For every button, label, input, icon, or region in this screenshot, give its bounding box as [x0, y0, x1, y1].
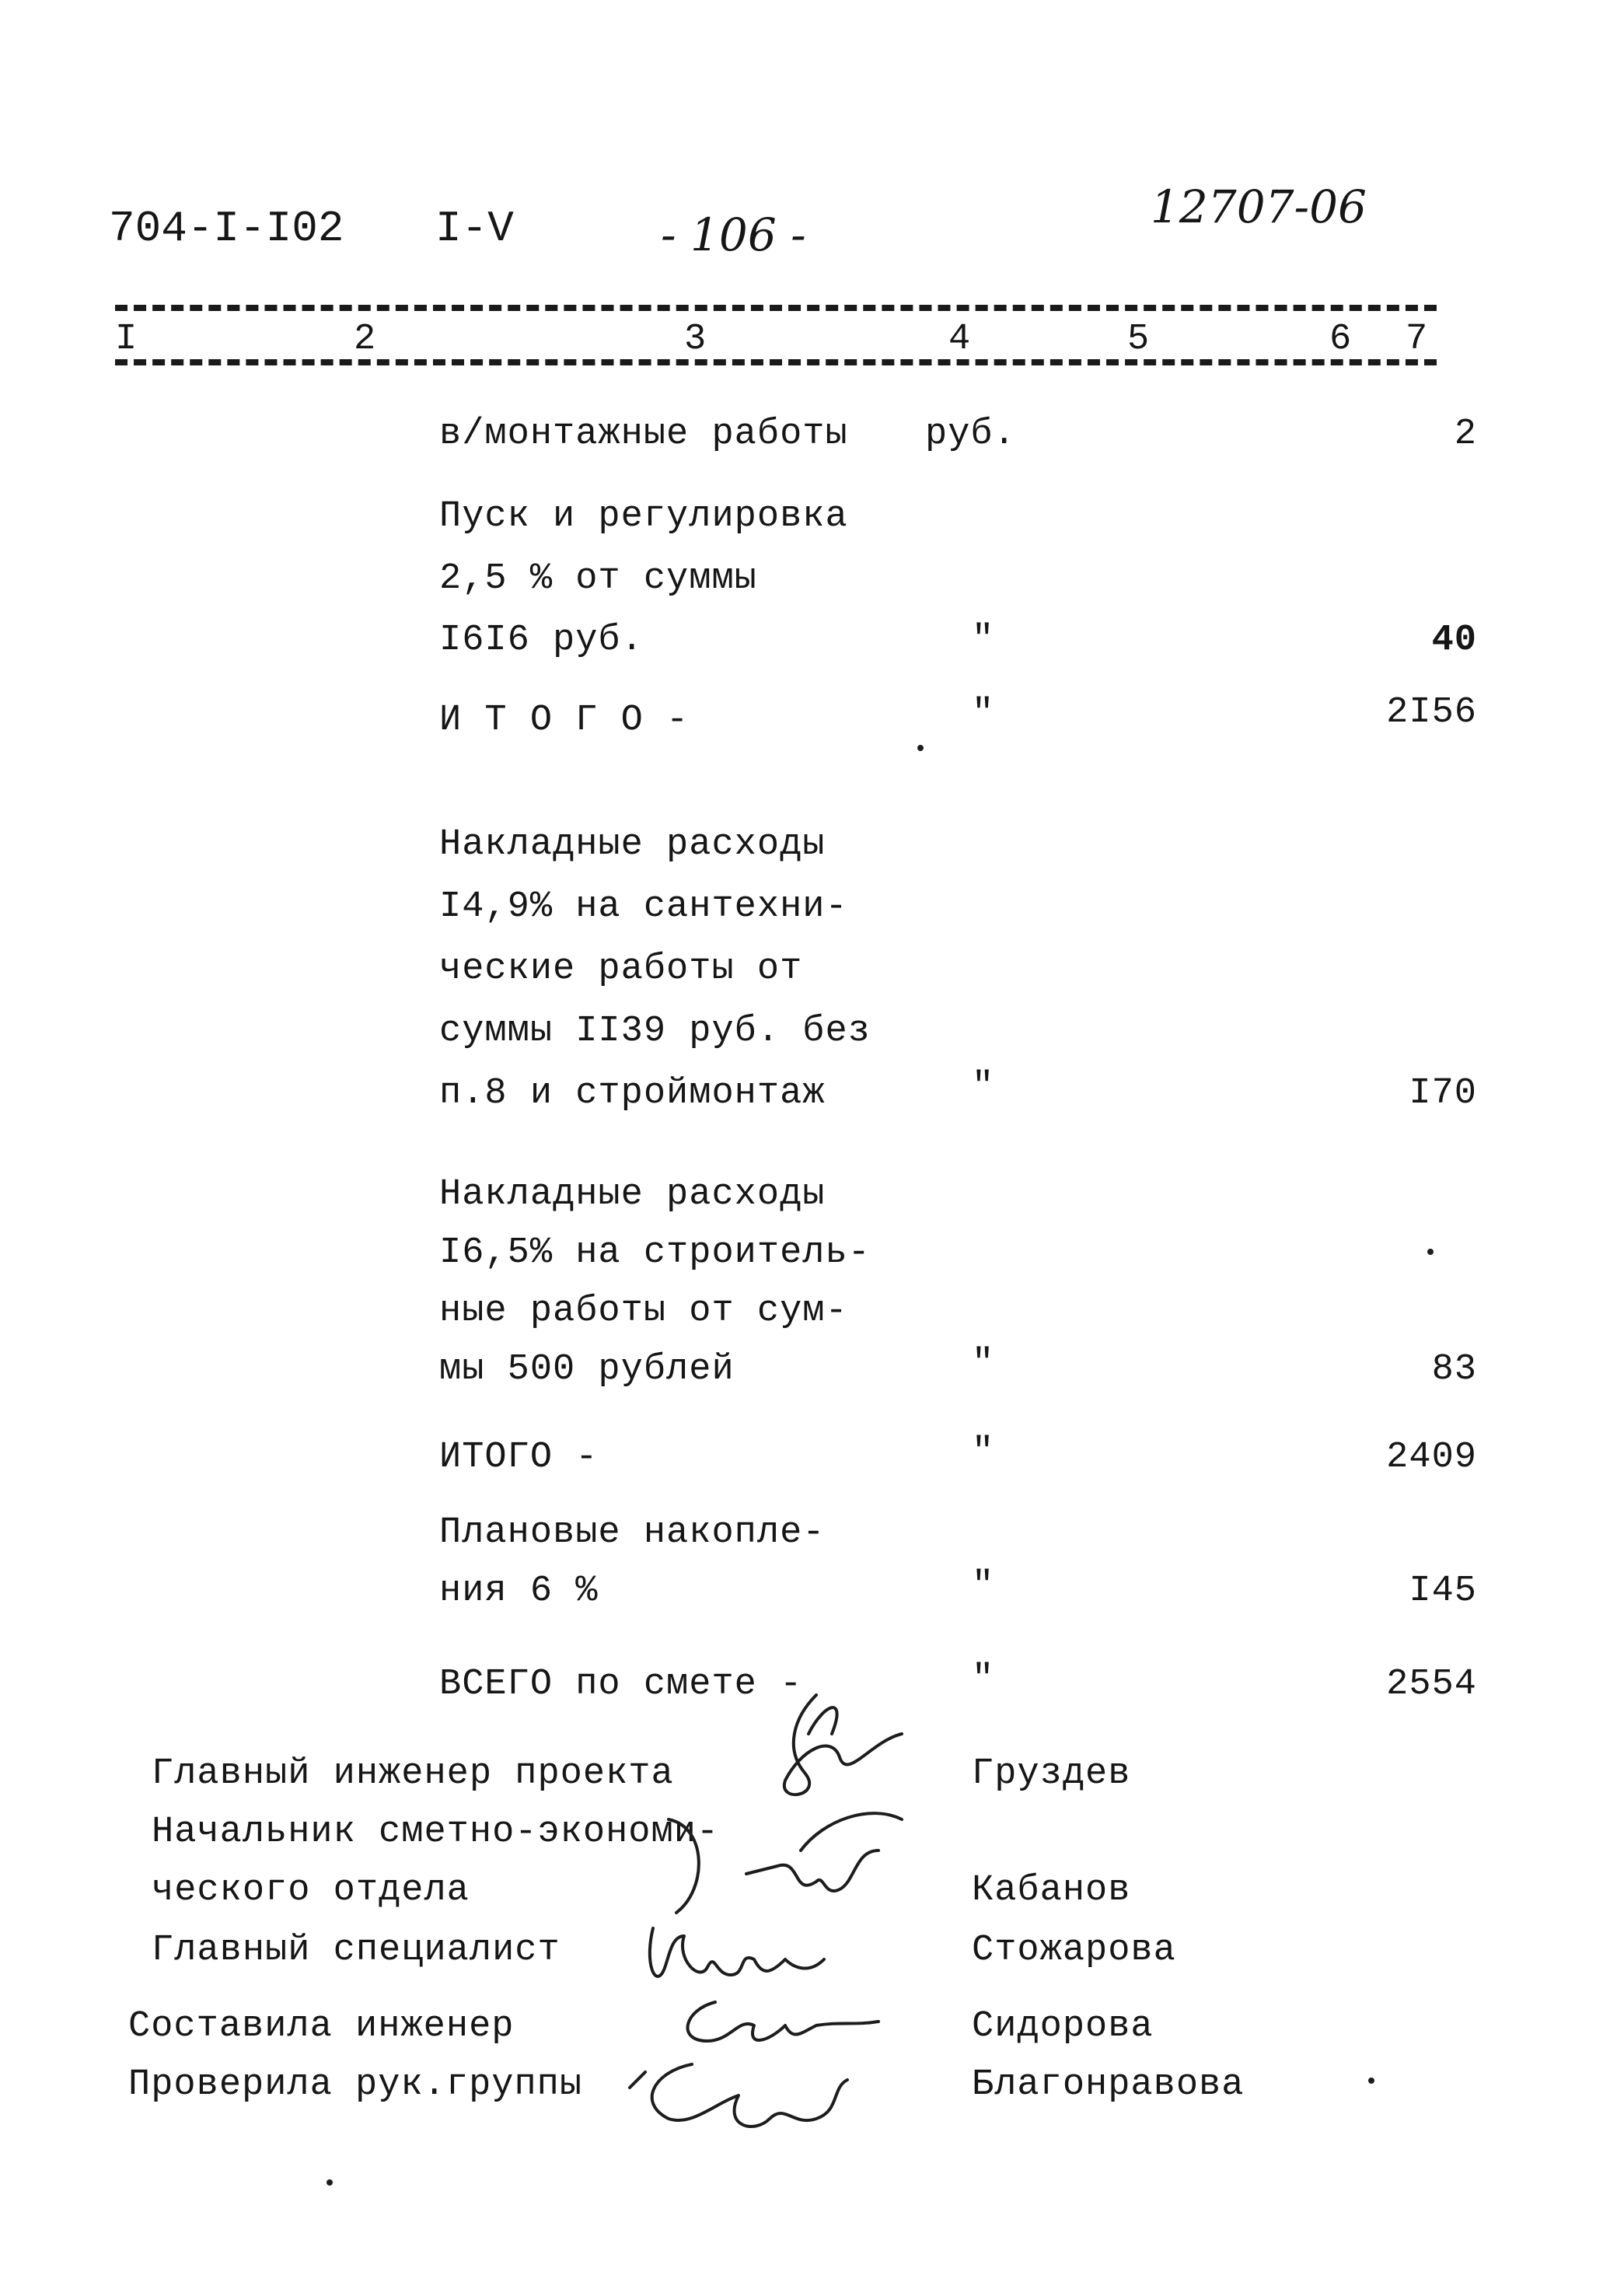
page-number: - 106 -	[661, 208, 806, 261]
row-description: Пуск и регулировка	[439, 496, 848, 537]
row-description: ВСЕГО по смете -	[439, 1664, 803, 1705]
row-description: Накладные расходы	[439, 1174, 826, 1215]
row-description: 2,5 % от суммы	[439, 558, 757, 599]
document-code: 704-I-I02	[109, 204, 344, 253]
column-number: 4	[948, 319, 972, 360]
column-number: 3	[684, 319, 707, 360]
header-divider-top	[115, 305, 1437, 311]
row-description: ческие работы от	[439, 949, 803, 990]
signatory-title: Проверила рук.группы	[128, 2064, 583, 2106]
row-description: Накладные расходы	[439, 824, 826, 865]
column-number: 6	[1329, 319, 1353, 360]
row-unit: "	[972, 694, 995, 735]
row-amount: 83	[1431, 1349, 1477, 1390]
row-description: ния 6 %	[439, 1571, 599, 1612]
row-amount: 2	[1454, 414, 1477, 455]
row-unit: "	[972, 620, 995, 661]
row-amount: 2409	[1386, 1437, 1477, 1478]
row-description: ные работы от сум-	[439, 1291, 848, 1332]
archive-stamp: 12707-06	[1151, 180, 1367, 233]
row-unit: "	[972, 1432, 995, 1473]
row-description: мы 500 рублей	[439, 1349, 735, 1390]
signatory-title: Главный специалист	[152, 1930, 561, 1971]
row-unit: "	[972, 1659, 995, 1700]
column-number: I	[115, 319, 138, 360]
row-description: И Т О Г О -	[439, 700, 690, 741]
signature-scribble	[606, 1979, 933, 2165]
row-description: I6I6 руб.	[439, 620, 644, 661]
volume-label: I-V	[435, 204, 514, 253]
row-amount: 40	[1431, 620, 1477, 661]
header-divider-bottom	[115, 359, 1437, 365]
row-description: в/монтажные работы	[439, 414, 848, 455]
row-unit: "	[972, 1067, 995, 1108]
row-amount: 2I56	[1386, 692, 1477, 733]
signatory-name: Благонравова	[972, 2064, 1245, 2106]
signatory-name: Груздев	[972, 1753, 1131, 1795]
ink-speck	[1427, 1249, 1434, 1255]
row-amount: 2554	[1386, 1664, 1477, 1705]
column-number: 7	[1406, 319, 1429, 360]
row-amount: I45	[1409, 1571, 1477, 1612]
row-description: суммы II39 руб. без	[439, 1011, 871, 1052]
row-description: Плановые накопле-	[439, 1512, 826, 1553]
signatory-title: ческого отдела	[152, 1870, 470, 1911]
row-description: I4,9% на сантехни-	[439, 886, 848, 928]
row-description: ИТОГО -	[439, 1437, 599, 1478]
row-unit: руб.	[925, 414, 1016, 455]
column-number: 2	[354, 319, 377, 360]
ink-speck	[327, 2179, 333, 2186]
signatory-title: Начальник сметно-экономи-	[152, 1812, 720, 1853]
signature-scribble	[762, 1687, 917, 1819]
ink-speck	[917, 745, 924, 751]
ink-speck	[1368, 2078, 1374, 2084]
row-unit: "	[972, 1344, 995, 1385]
signatory-name: Сидорова	[972, 2006, 1154, 2047]
row-unit: "	[972, 1566, 995, 1607]
column-number: 5	[1127, 319, 1151, 360]
signatory-name: Кабанов	[972, 1870, 1131, 1911]
signatory-title: Главный инженер проекта	[152, 1753, 674, 1795]
row-description: I6,5% на строитель-	[439, 1232, 871, 1274]
row-amount: I70	[1409, 1073, 1477, 1114]
row-description: п.8 и строймонтаж	[439, 1073, 826, 1114]
signatory-title: Составила инженер	[128, 2006, 515, 2047]
signatory-name: Стожарова	[972, 1930, 1176, 1971]
